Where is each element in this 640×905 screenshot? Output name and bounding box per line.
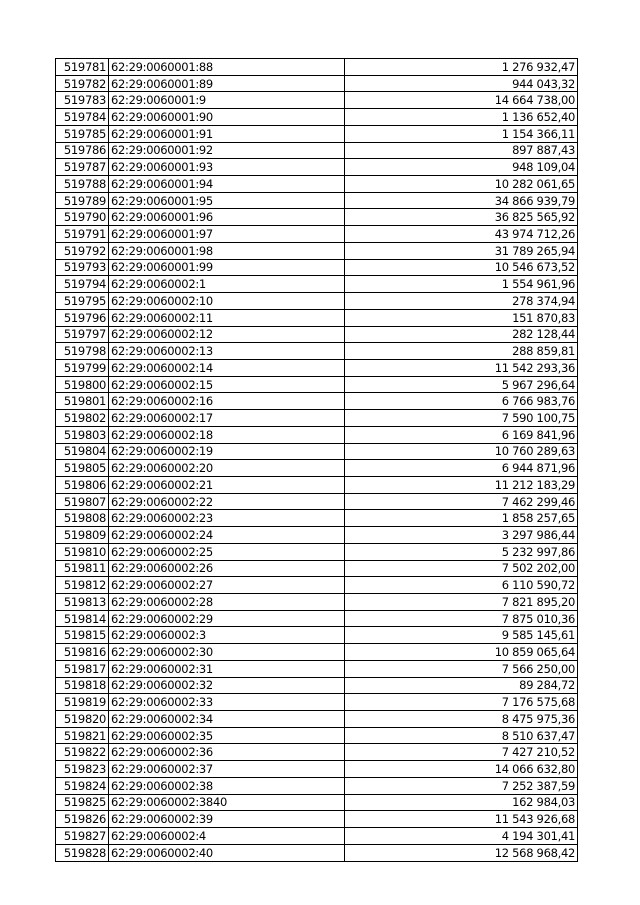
table-row [56, 59, 578, 76]
row-id-cell: 519820 [56, 711, 109, 728]
cadastral-value-cell: 948 109,04 [345, 159, 578, 176]
cadastral-number-cell: 62:29:0060002:11 [109, 309, 345, 326]
row-id-cell: 519826 [56, 811, 109, 828]
cadastral-value-cell: 1 554 961,96 [345, 276, 578, 293]
table-row [56, 426, 578, 443]
row-id-cell: 519800 [56, 376, 109, 393]
table-row [56, 326, 578, 343]
cadastral-number-cell: 62:29:0060002:27 [109, 577, 345, 594]
cadastral-value-cell: 162 984,03 [345, 794, 578, 811]
cadastral-number-cell: 62:29:0060001:96 [109, 209, 345, 226]
row-id-cell: 519813 [56, 594, 109, 611]
row-id-cell: 519791 [56, 226, 109, 243]
table-row [56, 644, 578, 661]
table-row [56, 577, 578, 594]
cadastral-number-cell: 62:29:0060002:16 [109, 393, 345, 410]
row-id-cell: 519798 [56, 343, 109, 360]
table-row [56, 711, 578, 728]
cadastral-value-cell: 6 944 871,96 [345, 460, 578, 477]
cadastral-value-cell: 7 590 100,75 [345, 410, 578, 427]
cadastral-value-cell: 7 427 210,52 [345, 744, 578, 761]
row-id-cell: 519806 [56, 476, 109, 493]
cadastral-number-cell: 62:29:0060002:40 [109, 844, 345, 861]
cadastral-number-cell: 62:29:0060001:97 [109, 226, 345, 243]
cadastral-number-cell: 62:29:0060001:88 [109, 59, 345, 76]
cadastral-value-cell: 8 510 637,47 [345, 727, 578, 744]
table-row [56, 109, 578, 126]
table-row [56, 777, 578, 794]
table-row [56, 226, 578, 243]
row-id-cell: 519783 [56, 92, 109, 109]
row-id-cell: 519804 [56, 443, 109, 460]
cadastral-number-cell: 62:29:0060002:4 [109, 828, 345, 845]
table-row [56, 811, 578, 828]
cadastral-value-cell: 7 821 895,20 [345, 594, 578, 611]
row-id-cell: 519824 [56, 777, 109, 794]
row-id-cell: 519821 [56, 727, 109, 744]
cadastral-number-cell: 62:29:0060001:95 [109, 192, 345, 209]
cadastral-value-cell: 14 664 738,00 [345, 92, 578, 109]
row-id-cell: 519801 [56, 393, 109, 410]
row-id-cell: 519797 [56, 326, 109, 343]
table-row [56, 176, 578, 193]
cadastral-value-cell: 944 043,32 [345, 75, 578, 92]
row-id-cell: 519794 [56, 276, 109, 293]
table-row [56, 844, 578, 861]
cadastral-number-cell: 62:29:0060002:31 [109, 660, 345, 677]
cadastral-number-cell: 62:29:0060002:32 [109, 677, 345, 694]
row-id-cell: 519799 [56, 359, 109, 376]
cadastral-value-cell: 1 154 366,11 [345, 125, 578, 142]
row-id-cell: 519827 [56, 828, 109, 845]
row-id-cell: 519818 [56, 677, 109, 694]
cadastral-number-cell: 62:29:0060002:10 [109, 293, 345, 310]
row-id-cell: 519796 [56, 309, 109, 326]
table-row [56, 744, 578, 761]
table-row [56, 276, 578, 293]
cadastral-number-cell: 62:29:0060002:38 [109, 777, 345, 794]
row-id-cell: 519825 [56, 794, 109, 811]
table-row [56, 543, 578, 560]
row-id-cell: 519803 [56, 426, 109, 443]
cadastral-number-cell: 62:29:0060002:19 [109, 443, 345, 460]
cadastral-number-cell: 62:29:0060001:90 [109, 109, 345, 126]
table-row [56, 159, 578, 176]
table-row [56, 493, 578, 510]
cadastral-number-cell: 62:29:0060002:28 [109, 594, 345, 611]
cadastral-value-cell: 34 866 939,79 [345, 192, 578, 209]
cadastral-value-cell: 6 766 983,76 [345, 393, 578, 410]
table-row [56, 125, 578, 142]
row-id-cell: 519793 [56, 259, 109, 276]
cadastral-number-cell: 62:29:0060001:9 [109, 92, 345, 109]
row-id-cell: 519788 [56, 176, 109, 193]
row-id-cell: 519812 [56, 577, 109, 594]
cadastral-number-cell: 62:29:0060002:29 [109, 610, 345, 627]
cadastral-number-cell: 62:29:0060002:24 [109, 527, 345, 544]
table-row [56, 677, 578, 694]
cadastral-number-cell: 62:29:0060002:22 [109, 493, 345, 510]
cadastral-value-cell: 5 232 997,86 [345, 543, 578, 560]
row-id-cell: 519782 [56, 75, 109, 92]
row-id-cell: 519795 [56, 293, 109, 310]
table-body [56, 59, 578, 862]
table-row [56, 594, 578, 611]
cadastral-value-cell: 6 110 590,72 [345, 577, 578, 594]
cadastral-value-cell: 7 566 250,00 [345, 660, 578, 677]
cadastral-number-cell: 62:29:0060002:15 [109, 376, 345, 393]
row-id-cell: 519823 [56, 761, 109, 778]
row-id-cell: 519786 [56, 142, 109, 159]
row-id-cell: 519808 [56, 510, 109, 527]
cadastral-number-cell: 62:29:0060002:3840 [109, 794, 345, 811]
cadastral-number-cell: 62:29:0060002:34 [109, 711, 345, 728]
table-row [56, 343, 578, 360]
row-id-cell: 519802 [56, 410, 109, 427]
cadastral-value-cell: 7 502 202,00 [345, 560, 578, 577]
cadastral-number-cell: 62:29:0060001:91 [109, 125, 345, 142]
cadastral-value-cell: 5 967 296,64 [345, 376, 578, 393]
cadastral-number-cell: 62:29:0060002:33 [109, 694, 345, 711]
cadastral-value-cell: 288 859,81 [345, 343, 578, 360]
table-row [56, 476, 578, 493]
row-id-cell: 519810 [56, 543, 109, 560]
table-row [56, 209, 578, 226]
row-id-cell: 519805 [56, 460, 109, 477]
cadastral-number-cell: 62:29:0060001:93 [109, 159, 345, 176]
cadastral-number-cell: 62:29:0060002:37 [109, 761, 345, 778]
cadastral-value-cell: 36 825 565,92 [345, 209, 578, 226]
table-row [56, 359, 578, 376]
cadastral-value-cell: 11 543 926,68 [345, 811, 578, 828]
table-row [56, 761, 578, 778]
row-id-cell: 519784 [56, 109, 109, 126]
row-id-cell: 519787 [56, 159, 109, 176]
table-row [56, 694, 578, 711]
table-row [56, 627, 578, 644]
table-row [56, 376, 578, 393]
row-id-cell: 519792 [56, 242, 109, 259]
table-row [56, 410, 578, 427]
cadastral-number-cell: 62:29:0060001:98 [109, 242, 345, 259]
cadastral-value-cell: 11 542 293,36 [345, 359, 578, 376]
cadastral-value-cell: 11 212 183,29 [345, 476, 578, 493]
cadastral-value-cell: 7 176 575,68 [345, 694, 578, 711]
table-row [56, 794, 578, 811]
table-row [56, 293, 578, 310]
row-id-cell: 519816 [56, 644, 109, 661]
cadastral-value-cell: 897 887,43 [345, 142, 578, 159]
row-id-cell: 519811 [56, 560, 109, 577]
cadastral-number-cell: 62:29:0060002:39 [109, 811, 345, 828]
cadastral-number-cell: 62:29:0060002:23 [109, 510, 345, 527]
table-row [56, 393, 578, 410]
cadastral-value-cell: 4 194 301,41 [345, 828, 578, 845]
cadastral-number-cell: 62:29:0060002:17 [109, 410, 345, 427]
row-id-cell: 519781 [56, 59, 109, 76]
cadastral-number-cell: 62:29:0060002:12 [109, 326, 345, 343]
table-row [56, 92, 578, 109]
cadastral-value-cell: 9 585 145,61 [345, 627, 578, 644]
row-id-cell: 519828 [56, 844, 109, 861]
table-row [56, 75, 578, 92]
table-row [56, 510, 578, 527]
cadastral-value-cell: 6 169 841,96 [345, 426, 578, 443]
cadastral-value-cell: 282 128,44 [345, 326, 578, 343]
row-id-cell: 519807 [56, 493, 109, 510]
table-row [56, 560, 578, 577]
table-row [56, 242, 578, 259]
cadastral-number-cell: 62:29:0060002:13 [109, 343, 345, 360]
row-id-cell: 519815 [56, 627, 109, 644]
cadastral-value-cell: 7 462 299,46 [345, 493, 578, 510]
cadastral-number-cell: 62:29:0060001:89 [109, 75, 345, 92]
row-id-cell: 519790 [56, 209, 109, 226]
table-row [56, 259, 578, 276]
table-row [56, 309, 578, 326]
table-row [56, 192, 578, 209]
cadastral-value-cell: 89 284,72 [345, 677, 578, 694]
cadastral-number-cell: 62:29:0060002:3 [109, 627, 345, 644]
cadastral-value-cell: 12 568 968,42 [345, 844, 578, 861]
row-id-cell: 519789 [56, 192, 109, 209]
cadastral-value-cell: 151 870,83 [345, 309, 578, 326]
table-row [56, 660, 578, 677]
cadastral-number-cell: 62:29:0060001:99 [109, 259, 345, 276]
cadastral-number-cell: 62:29:0060002:20 [109, 460, 345, 477]
cadastral-number-cell: 62:29:0060002:35 [109, 727, 345, 744]
cadastral-number-cell: 62:29:0060001:92 [109, 142, 345, 159]
cadastral-number-cell: 62:29:0060002:30 [109, 644, 345, 661]
row-id-cell: 519819 [56, 694, 109, 711]
cadastral-number-cell: 62:29:0060002:1 [109, 276, 345, 293]
cadastral-number-cell: 62:29:0060002:26 [109, 560, 345, 577]
row-id-cell: 519817 [56, 660, 109, 677]
cadastral-number-cell: 62:29:0060002:21 [109, 476, 345, 493]
cadastral-value-cell: 8 475 975,36 [345, 711, 578, 728]
cadastral-number-cell: 62:29:0060002:18 [109, 426, 345, 443]
cadastral-value-cell: 278 374,94 [345, 293, 578, 310]
cadastral-value-cell: 10 282 061,65 [345, 176, 578, 193]
cadastral-value-cell: 1 858 257,65 [345, 510, 578, 527]
cadastral-value-cell: 10 760 289,63 [345, 443, 578, 460]
table-row [56, 527, 578, 544]
cadastral-value-cell: 10 859 065,64 [345, 644, 578, 661]
table-row [56, 610, 578, 627]
cadastral-value-cell: 14 066 632,80 [345, 761, 578, 778]
cadastral-value-cell: 7 252 387,59 [345, 777, 578, 794]
cadastral-number-cell: 62:29:0060001:94 [109, 176, 345, 193]
table-row [56, 443, 578, 460]
table-row [56, 727, 578, 744]
cadastral-value-cell: 43 974 712,26 [345, 226, 578, 243]
cadastral-value-cell: 31 789 265,94 [345, 242, 578, 259]
row-id-cell: 519785 [56, 125, 109, 142]
table-row [56, 460, 578, 477]
cadastral-value-table [55, 58, 578, 862]
cadastral-value-cell: 3 297 986,44 [345, 527, 578, 544]
cadastral-value-cell: 1 276 932,47 [345, 59, 578, 76]
cadastral-number-cell: 62:29:0060002:25 [109, 543, 345, 560]
row-id-cell: 519814 [56, 610, 109, 627]
cadastral-value-cell: 10 546 673,52 [345, 259, 578, 276]
row-id-cell: 519809 [56, 527, 109, 544]
cadastral-value-cell: 1 136 652,40 [345, 109, 578, 126]
cadastral-number-cell: 62:29:0060002:14 [109, 359, 345, 376]
table-row [56, 828, 578, 845]
table-row [56, 142, 578, 159]
row-id-cell: 519822 [56, 744, 109, 761]
cadastral-value-cell: 7 875 010,36 [345, 610, 578, 627]
cadastral-number-cell: 62:29:0060002:36 [109, 744, 345, 761]
